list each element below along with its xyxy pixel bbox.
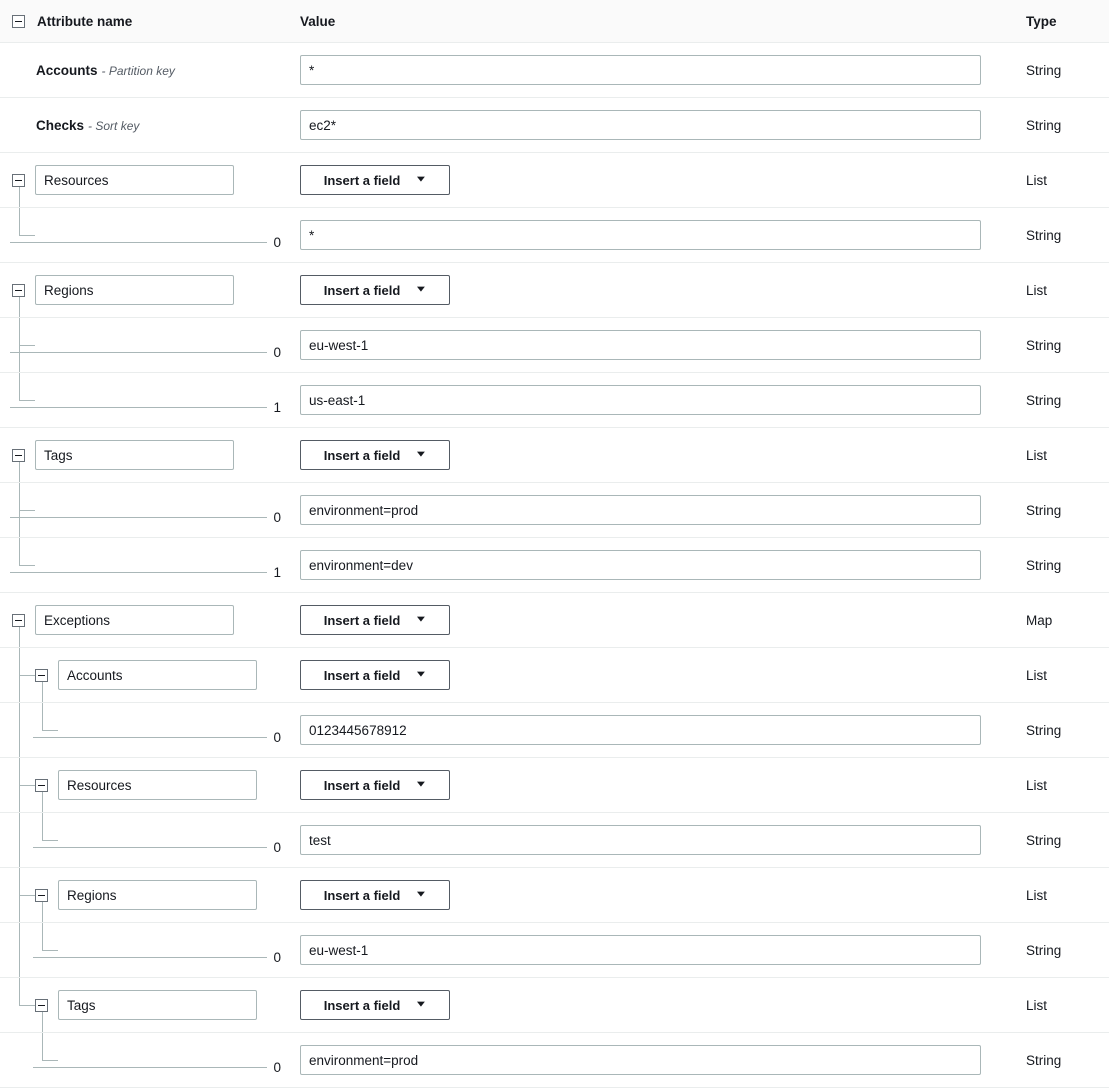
attribute-name-input[interactable] [35, 605, 234, 635]
attribute-name-cell [0, 153, 291, 207]
attribute-name-input[interactable] [35, 275, 234, 305]
table-row [0, 813, 1109, 868]
chevron-down-icon: ▼ [414, 174, 428, 185]
list-index-wrap [0, 483, 291, 537]
list-index-label: 0 [273, 344, 281, 360]
attribute-value-cell [291, 1045, 1008, 1075]
chevron-down-icon: ▼ [414, 669, 428, 680]
attribute-name-cell [0, 373, 291, 427]
attribute-name-input[interactable] [35, 440, 234, 470]
insert-a-field-label: Insert a field [323, 612, 401, 628]
insert-a-field-label: Insert a field [323, 667, 401, 683]
attribute-name-cell [0, 593, 291, 647]
chevron-down-icon: ▼ [414, 889, 428, 900]
attribute-value-cell [291, 440, 1008, 470]
attribute-key-label [12, 118, 139, 133]
tree-connector-line [10, 352, 267, 353]
list-index-wrap [0, 373, 291, 427]
attribute-type-cell: String [1026, 722, 1062, 738]
attribute-name-cell [0, 98, 291, 152]
tree-connector-line [10, 407, 267, 408]
value-input[interactable] [300, 935, 981, 965]
column-header-value-label: Value [300, 13, 336, 29]
value-input[interactable] [300, 220, 981, 250]
attribute-type-cell: String [1026, 1052, 1062, 1068]
column-header-type-label: Type [1026, 13, 1057, 29]
collapse-toggle-icon[interactable] [12, 174, 25, 187]
attribute-value-cell [291, 880, 1008, 910]
tree-connector-line [10, 242, 267, 243]
list-index-label: 0 [273, 949, 281, 965]
tree-connector-line [33, 737, 267, 738]
table-row [0, 153, 1109, 208]
collapse-toggle-icon[interactable] [35, 669, 48, 682]
attribute-type-cell: String [1026, 557, 1062, 573]
attribute-name-cell [0, 538, 291, 592]
table-row [0, 923, 1109, 978]
attribute-type-cell: String [1026, 502, 1062, 518]
table-row [0, 263, 1109, 318]
chevron-down-icon: ▼ [414, 614, 428, 625]
collapse-toggle-icon[interactable] [35, 779, 48, 792]
attribute-key-role: - Sort key [88, 118, 140, 133]
attribute-name-input[interactable] [35, 165, 234, 195]
value-input[interactable] [300, 55, 981, 85]
attribute-name-cell [0, 703, 291, 757]
attribute-name-input[interactable] [58, 990, 257, 1020]
collapse-toggle-icon[interactable] [35, 999, 48, 1012]
attribute-name-cell [0, 813, 291, 867]
list-index-wrap [0, 1033, 291, 1087]
attribute-value-cell [291, 715, 1008, 745]
tree-connector-line [10, 572, 267, 573]
table-row [0, 483, 1109, 538]
collapse-toggle-icon[interactable] [12, 614, 25, 627]
table-row [0, 1033, 1109, 1088]
attribute-type-cell: List [1026, 997, 1048, 1013]
attribute-type-cell: List [1026, 282, 1048, 298]
attribute-name-cell [0, 978, 291, 1032]
chevron-down-icon: ▼ [414, 779, 428, 790]
list-index-label: 0 [273, 839, 281, 855]
attribute-name-cell [0, 868, 291, 922]
attribute-name-input[interactable] [58, 770, 257, 800]
chevron-down-icon: ▼ [414, 999, 428, 1010]
attribute-value-cell [291, 990, 1008, 1020]
list-index-label: 1 [273, 399, 281, 415]
column-header-type [1008, 0, 1109, 42]
attribute-type-cell: String [1026, 832, 1062, 848]
attribute-name-text: Accounts [36, 62, 98, 78]
attribute-name-cell [0, 208, 291, 262]
insert-a-field-button[interactable] [300, 275, 450, 305]
attribute-value-cell [291, 550, 1008, 580]
insert-a-field-label: Insert a field [323, 282, 401, 298]
insert-a-field-button[interactable] [300, 880, 450, 910]
insert-a-field-label: Insert a field [323, 777, 401, 793]
tree-connector-elbow [19, 648, 20, 675]
value-input[interactable] [300, 385, 981, 415]
collapse-toggle-icon[interactable] [12, 449, 25, 462]
attribute-value-cell [291, 660, 1008, 690]
insert-a-field-button[interactable] [300, 660, 450, 690]
table-row [0, 978, 1109, 1033]
insert-a-field-button[interactable] [300, 990, 450, 1020]
tree-connector-elbow [19, 758, 20, 785]
tree-connector-line [33, 847, 267, 848]
attribute-value-cell [291, 935, 1008, 965]
attribute-value-cell [291, 605, 1008, 635]
attribute-type-cell: String [1026, 227, 1062, 243]
attribute-name-cell [0, 648, 291, 702]
attribute-name-cell [0, 483, 291, 537]
table-row [0, 43, 1109, 98]
attribute-value-cell [291, 495, 1008, 525]
attribute-value-cell [291, 275, 1008, 305]
attribute-name-cell [0, 318, 291, 372]
insert-a-field-button[interactable] [300, 165, 450, 195]
table-row [0, 98, 1109, 153]
attribute-type-cell: List [1026, 447, 1048, 463]
insert-a-field-label: Insert a field [323, 997, 401, 1013]
list-index-label: 0 [273, 729, 281, 745]
list-index-label: 1 [273, 564, 281, 580]
value-input[interactable] [300, 825, 981, 855]
attribute-type-cell: Map [1026, 612, 1053, 628]
list-index-label: 0 [273, 509, 281, 525]
tree-connector-line [33, 957, 267, 958]
attribute-key-role: - Partition key [101, 63, 175, 78]
tree-connector-elbow [19, 868, 20, 895]
attribute-type-cell: String [1026, 62, 1062, 78]
list-index-wrap [0, 703, 291, 757]
table-row [0, 208, 1109, 263]
table-row [0, 758, 1109, 813]
table-row [0, 593, 1109, 648]
attribute-value-cell [291, 825, 1008, 855]
attribute-value-cell [291, 110, 1008, 140]
attribute-value-cell [291, 330, 1008, 360]
column-header-attribute-name-label: Attribute name [37, 13, 133, 29]
attribute-name-input[interactable] [58, 660, 257, 690]
attribute-name-input[interactable] [58, 880, 257, 910]
list-index-wrap [0, 208, 291, 262]
table-row [0, 648, 1109, 703]
attribute-name-cell [0, 1033, 291, 1087]
value-input[interactable] [300, 495, 981, 525]
attribute-type-cell: List [1026, 777, 1048, 793]
table-header-row [0, 0, 1109, 43]
table-row [0, 538, 1109, 593]
attribute-name-cell [0, 428, 291, 482]
attribute-value-cell [291, 165, 1008, 195]
attribute-type-cell: String [1026, 117, 1062, 133]
tree-connector-elbow [19, 978, 20, 1005]
list-index-wrap [0, 813, 291, 867]
tree-connector-line [10, 517, 267, 518]
attribute-type-cell: String [1026, 392, 1062, 408]
attribute-value-cell [291, 220, 1008, 250]
attribute-type-cell: List [1026, 667, 1048, 683]
value-input[interactable] [300, 110, 981, 140]
list-index-wrap [0, 923, 291, 977]
attribute-name-cell [0, 263, 291, 317]
attribute-type-cell: List [1026, 887, 1048, 903]
collapse-toggle-icon[interactable] [35, 889, 48, 902]
attribute-name-cell [0, 923, 291, 977]
collapse-all-toggle-icon[interactable] [12, 15, 25, 28]
table-row [0, 868, 1109, 923]
table-row [0, 703, 1109, 758]
table-row [0, 373, 1109, 428]
column-header-value [291, 0, 1008, 42]
insert-a-field-label: Insert a field [323, 447, 401, 463]
insert-a-field-label: Insert a field [323, 172, 401, 188]
attribute-value-cell [291, 55, 1008, 85]
value-input[interactable] [300, 1045, 981, 1075]
attribute-value-cell [291, 385, 1008, 415]
attribute-key-label [12, 63, 175, 78]
attribute-value-cell [291, 770, 1008, 800]
table-row [0, 318, 1109, 373]
value-input[interactable] [300, 715, 981, 745]
insert-a-field-button[interactable] [300, 605, 450, 635]
collapse-toggle-icon[interactable] [12, 284, 25, 297]
attribute-type-cell: String [1026, 337, 1062, 353]
column-header-attribute-name [0, 0, 291, 42]
list-index-wrap [0, 538, 291, 592]
attribute-name-text: Checks [36, 117, 85, 133]
insert-a-field-button[interactable] [300, 440, 450, 470]
attribute-name-cell [0, 758, 291, 812]
attribute-type-cell: List [1026, 172, 1048, 188]
value-input[interactable] [300, 330, 981, 360]
insert-a-field-label: Insert a field [323, 887, 401, 903]
list-index-label: 0 [273, 234, 281, 250]
attribute-type-cell: String [1026, 942, 1062, 958]
chevron-down-icon: ▼ [414, 284, 428, 295]
list-index-wrap [0, 318, 291, 372]
chevron-down-icon: ▼ [414, 449, 428, 460]
table-row [0, 428, 1109, 483]
value-input[interactable] [300, 550, 981, 580]
list-index-label: 0 [273, 1059, 281, 1075]
tree-connector-line [33, 1067, 267, 1068]
insert-a-field-button[interactable] [300, 770, 450, 800]
attribute-name-cell [0, 43, 291, 97]
